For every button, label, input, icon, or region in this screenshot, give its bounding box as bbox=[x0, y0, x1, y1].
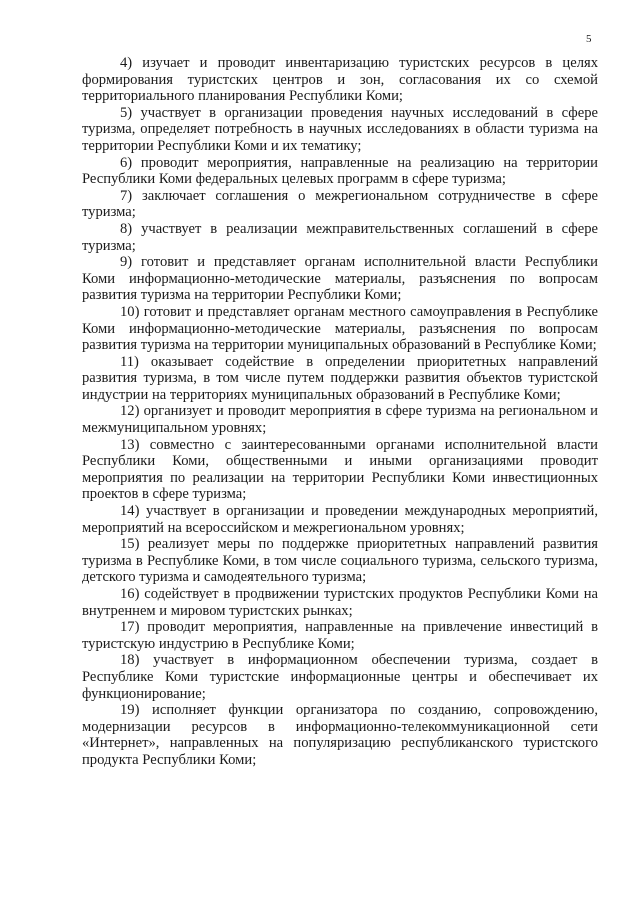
list-item-9: 9) готовит и представляет органам исполнительной власти Республики Коми информационно-методические материалы, разъяснения по вопросам развития туризма на территории Республики Коми; bbox=[82, 254, 598, 304]
list-item-11: 11) оказывает содействие в определении приоритетных направлений развития туризма, в том числе путем поддержки развития объектов туристской индустрии на территориях муниципальных образований в Республике Коми; bbox=[82, 353, 598, 403]
list-item-14: 14) участвует в организации и проведении международных мероприятий, мероприятий на всероссийском и межрегиональном уровнях; bbox=[82, 503, 598, 536]
list-item-12: 12) организует и проводит мероприятия в сфере туризма на региональном и межмуниципальном уровнях; bbox=[82, 403, 598, 437]
list-item-13: 13) совместно с заинтересованными органами исполнительной власти Республики Коми, общественными и иными организациями проводит мероприятия по реализации на территории Республики Коми инвестиционных проектов в сфере туризма; bbox=[82, 436, 598, 503]
list-item-16: 16) содействует в продвижении туристских продуктов Республики Коми на внутреннем и мировом туристских рынках; bbox=[82, 586, 598, 619]
list-item-17: 17) проводит мероприятия, направленные на привлечение инвестиций в туристскую индустрию в Республике Коми; bbox=[82, 619, 598, 652]
list-item-6: 6) проводит мероприятия, направленные на реализацию на территории Республики Коми федеральных целевых программ в сфере туризма; bbox=[82, 154, 598, 188]
document-body bbox=[82, 55, 598, 769]
list-item-5: 5) участвует в организации проведения научных исследований в сфере туризма, определяет потребность в научных исследованиях в области туризма на территории Республики Коми и их тематику; bbox=[82, 104, 598, 154]
list-item-19: 19) исполняет функции организатора по созданию, сопровождению, модернизации ресурсов в информационно-телекоммуникационной сети «Интернет», направленных на популяризацию республиканского туристского продукта Республики Коми; bbox=[82, 702, 598, 768]
list-item-18: 18) участвует в информационном обеспечении туризма, создает в Республике Коми туристские информационные центры и обеспечивает их функционирование; bbox=[82, 652, 598, 702]
list-item-10: 10) готовит и представляет органам местного самоуправления в Республике Коми информационно-методические материалы, разъяснения по вопросам развития туризма на территории муниципальных образований в Республике Коми; bbox=[82, 303, 598, 354]
list-item-8: 8) участвует в реализации межправительственных соглашений в сфере туризма; bbox=[82, 220, 598, 254]
list-item-15: 15) реализует меры по поддержке приоритетных направлений развития туризма в Республике Коми, в том числе социального туризма, сельского туризма, детского туризма и самодеятельного туризма; bbox=[82, 536, 598, 586]
list-item-4: 4) изучает и проводит инвентаризацию туристских ресурсов в целях формирования туристских центров и зон, согласования их со схемой территориального планирования Республики Коми; bbox=[82, 55, 598, 105]
list-item-7: 7) заключает соглашения о межрегиональном сотрудничестве в сфере туризма; bbox=[82, 187, 598, 221]
page-number: 5 bbox=[586, 33, 592, 45]
